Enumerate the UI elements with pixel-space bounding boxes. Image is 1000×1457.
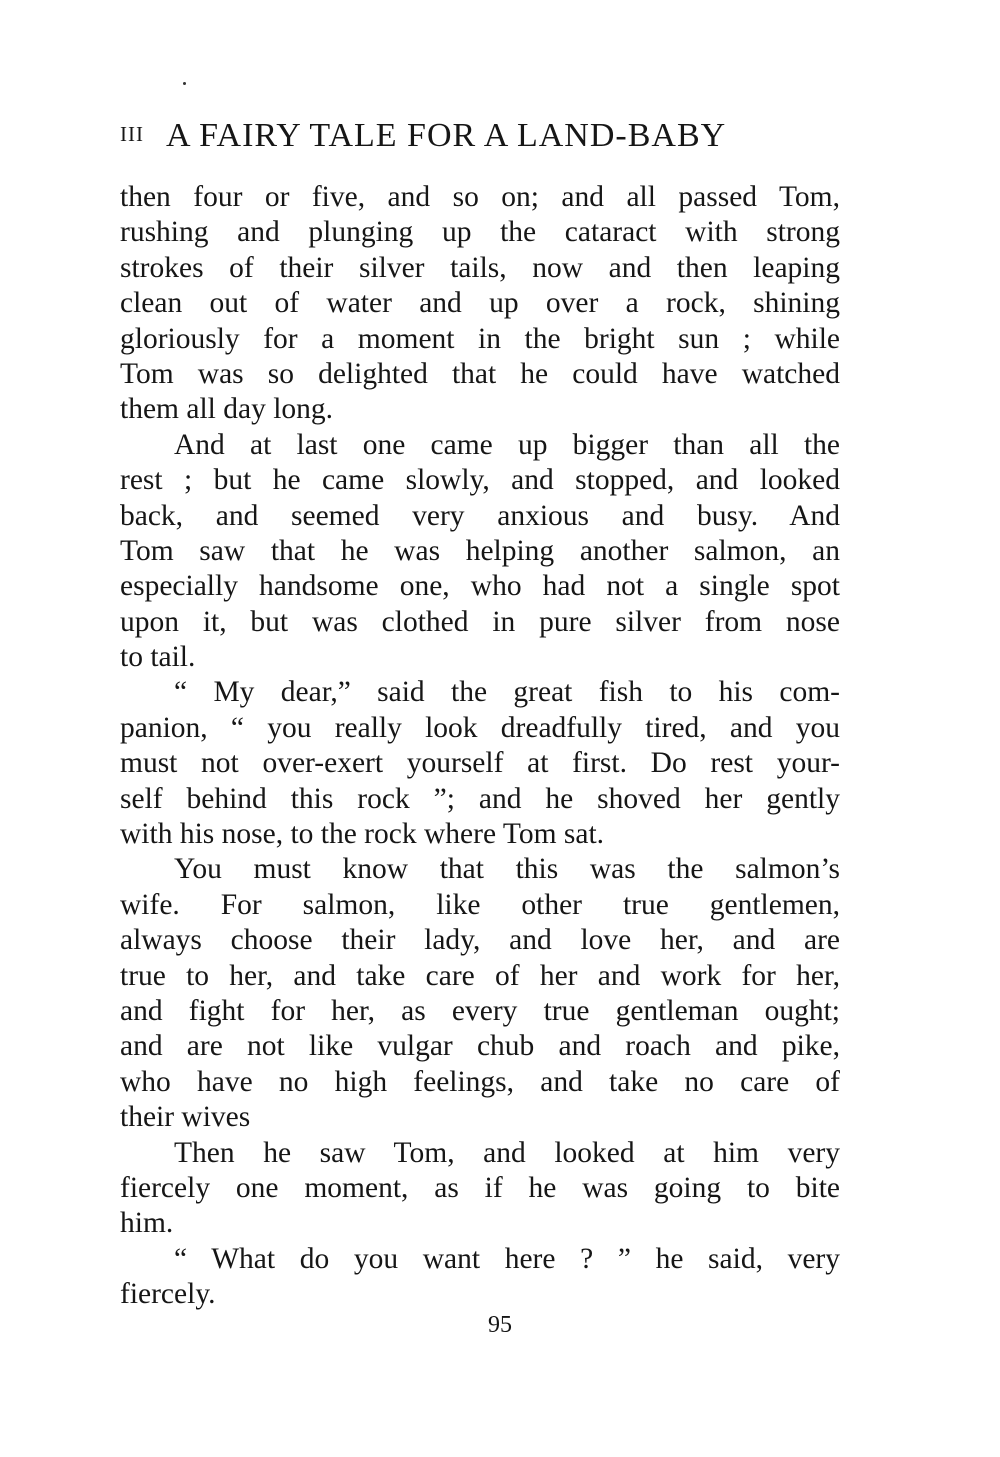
- running-title: A FAIRY TALE FOR A LAND-BABY: [165, 117, 727, 154]
- text-line: back, and seemed very anxious and busy. And: [120, 499, 840, 532]
- text-line: with his nose, to the rock where Tom sat.: [120, 818, 605, 851]
- text-line: fiercely.: [120, 1278, 216, 1311]
- text-line: self behind this rock ”; and he shoved her gently: [120, 782, 840, 815]
- text-line: panion, “ you really look dreadfully tired, and you: [120, 711, 840, 744]
- text-line: rushing and plunging up the cataract with strong: [120, 216, 840, 249]
- text-line: him.: [120, 1207, 174, 1240]
- text-line: clean out of water and up over a rock, shining: [120, 287, 840, 320]
- text-line: wife. For salmon, like other true gentlemen,: [120, 888, 840, 921]
- text-line: always choose their lady, and love her, and are: [120, 924, 840, 957]
- text-line: then four or five, and so on; and all passed Tom,: [120, 181, 840, 213]
- text-line: Then he saw Tom, and looked at him very: [174, 1136, 840, 1169]
- text-line: and are not like vulgar chub and roach and pike,: [120, 1030, 840, 1063]
- text-line: must not over-exert yourself at first. Do rest your-: [120, 747, 840, 780]
- text-line: them all day long.: [120, 393, 334, 426]
- text-line: especially handsome one, who had not a single spot: [120, 570, 840, 603]
- text-line: “ My dear,” said the great fish to his com-: [174, 676, 840, 709]
- text-line: who have no high feelings, and take no care of: [120, 1065, 840, 1098]
- text-line: gloriously for a moment in the bright sun ; while: [120, 322, 840, 355]
- ink-speck: [183, 82, 186, 85]
- page-number: 95: [488, 1312, 512, 1338]
- text-line: to tail.: [120, 641, 196, 674]
- text-line: strokes of their silver tails, now and then leaping: [120, 251, 840, 284]
- text-line: rest ; but he came slowly, and stopped, and looked: [120, 464, 840, 497]
- text-line: their wives: [120, 1101, 251, 1134]
- chapter-number: III: [120, 122, 144, 146]
- text-line: fiercely one moment, as if he was going to bite: [120, 1171, 840, 1204]
- text-line: Tom was so delighted that he could have watched: [120, 357, 840, 390]
- text-line: upon it, but was clothed in pure silver from nose: [120, 605, 840, 638]
- text-line: And at last one came up bigger than all the: [174, 428, 840, 461]
- text-line: and fight for her, as every true gentleman ought;: [120, 994, 840, 1027]
- text-line: Tom saw that he was helping another salmon, an: [120, 534, 840, 567]
- text-line: “ What do you want here ? ” he said, very: [174, 1242, 840, 1275]
- body-text: [120, 180, 840, 1313]
- text-line: You must know that this was the salmon’s: [174, 853, 840, 886]
- running-header: [120, 117, 840, 161]
- text-line: true to her, and take care of her and work for her,: [120, 959, 840, 992]
